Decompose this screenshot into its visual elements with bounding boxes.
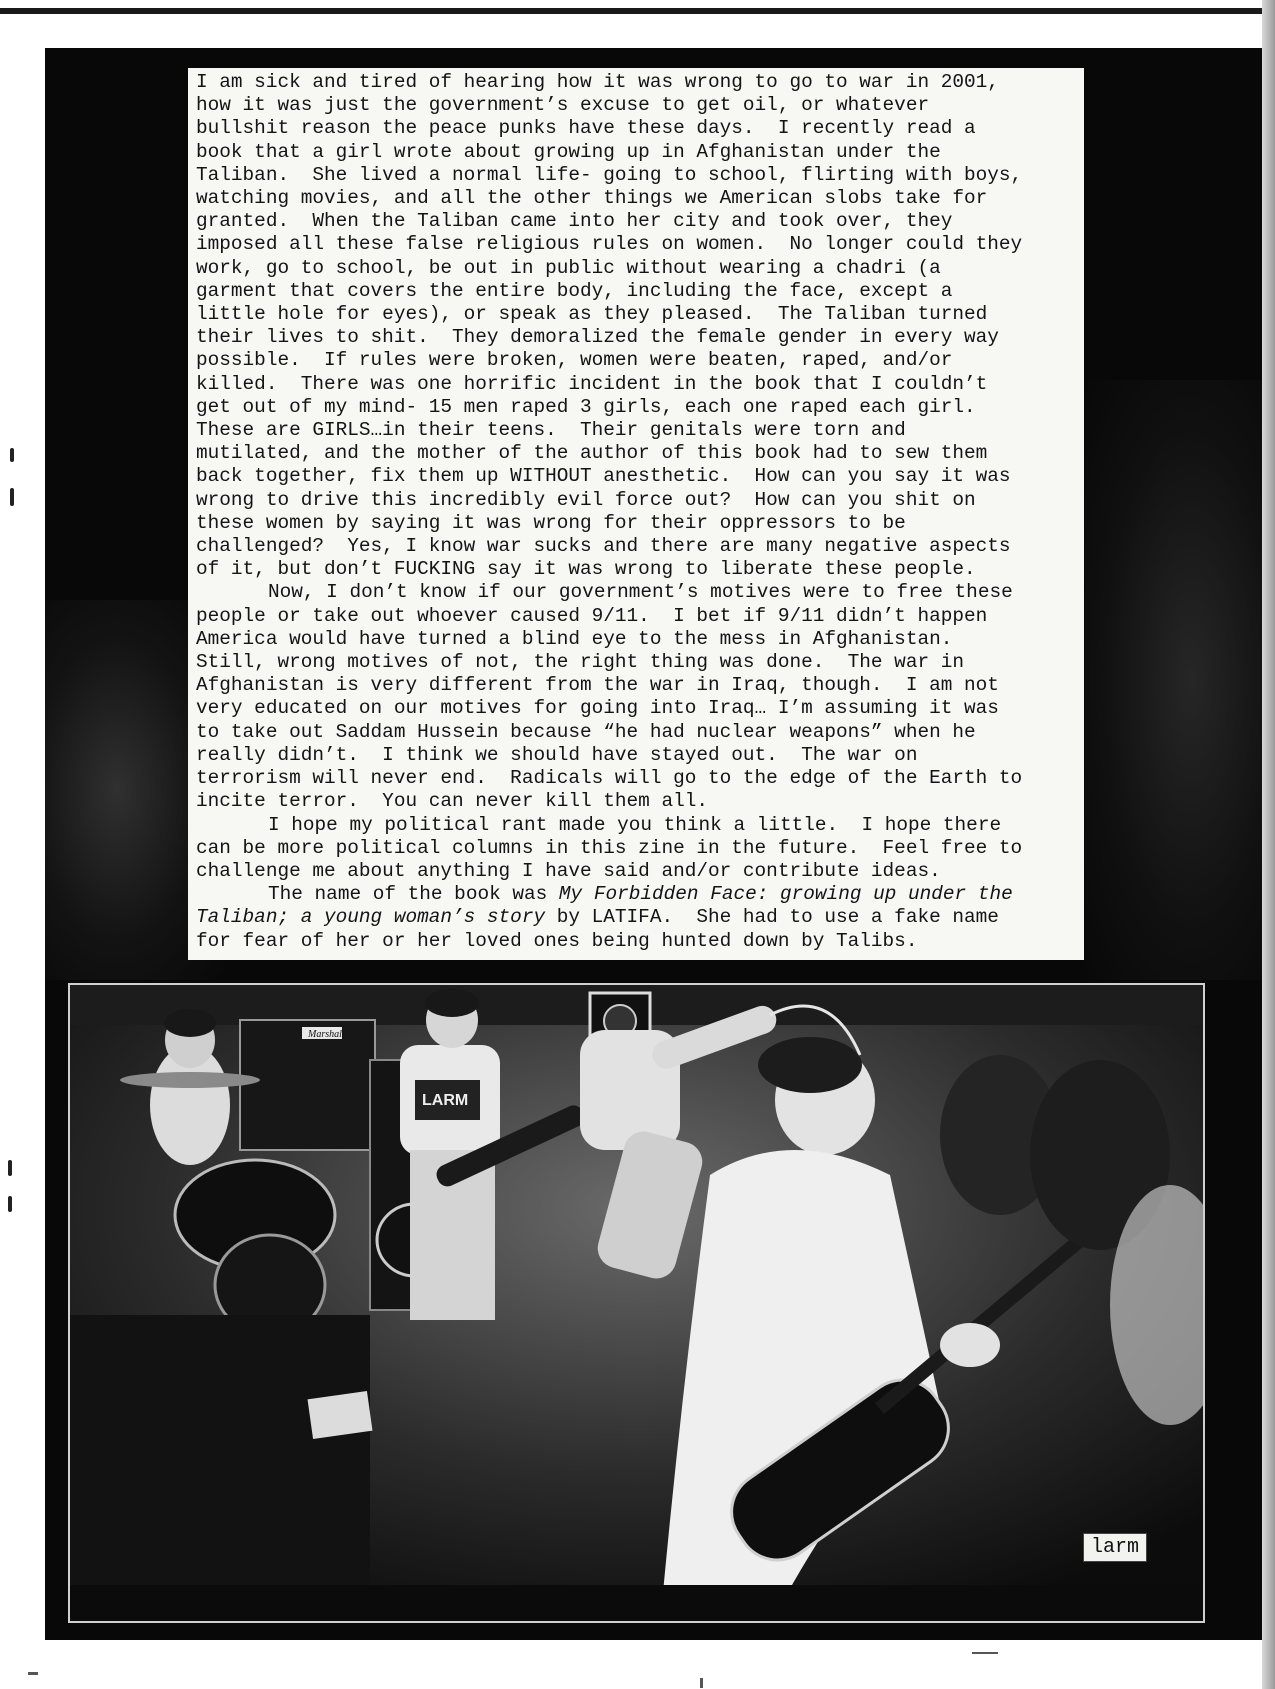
article-body <box>196 71 1084 953</box>
binding-mark <box>8 1160 12 1176</box>
book-title: My Forbidden Face: growing up under the Taliban; a young woman’s story <box>196 883 1013 929</box>
background-photo-haze-right <box>1085 380 1262 980</box>
cymbal <box>120 1072 260 1088</box>
band-live-photo <box>68 983 1205 1623</box>
photo-caption-tag: larm <box>1083 1533 1147 1562</box>
binding-mark <box>8 1196 12 1212</box>
band-photo-illustration <box>70 985 1203 1621</box>
binding-mark <box>10 488 14 506</box>
article-paragraph: I hope my political rant made you think a little. I hope there can be more political columns in this zine in the future. Feel free to challenge me about anything I have said and/or contribute ideas. <box>196 813 1023 882</box>
page-edge-shadow <box>1262 0 1275 1689</box>
binding-mark <box>10 448 14 462</box>
shirt-print-text: LARM <box>422 1092 469 1109</box>
book-credit-tail: by LATIFA. She had to use a fake name for fear of her or her loved ones being hunted down by Talibs. <box>196 906 999 952</box>
article-paragraph: Now, I don’t know if our government’s motives were to free these people or take out whoever caused 9/11. I bet if 9/11 didn’t happen America would have turned a blind eye to the mess in Afghanistan. Still, wrong motives of not, the right thing was done. The war in Afghanistan is very different from the war in Iraq, though. I am not very educated on our motives for going into Iraq… I’m assuming it was to take out Saddam Hussein because “he had nuclear weapons” when he really didn’t. I think we should have stayed out. The war on terrorism will never end. Radicals will go to the edge of the Earth to incite terror. You can never kill them all. <box>196 581 1023 813</box>
article-text-box <box>188 68 1084 960</box>
top-edge-rule <box>0 8 1275 14</box>
book-credit-lead: The name of the book was <box>268 883 559 906</box>
setlist-paper <box>308 1391 373 1439</box>
scan-speck <box>972 1652 998 1654</box>
scan-speck <box>700 1678 703 1688</box>
article-paragraph: I am sick and tired of hearing how it was wrong to go to war in 2001, how it was just the government’s excuse to get oil, or whatever bullshit reason the peace punks have these days. I recently read a book that a girl wrote about growing up in Afghanistan under the Taliban. She lived a normal life- going to school, flirting with boys, watching movies, and all the other things we American slobs take for granted. When the Taliban came into her city and took over, they imposed all these false religious rules on women. No longer could they work, go to school, be out in public without wearing a chadri (a garment that covers the entire body, including the face, except a little hole for eyes), or speak as they pleased. The Taliban turned their lives to shit. They demoralized the female gender in every way possible. If rules were broken, women were beaten, raped, and/or killed. There was one horrific incident in the book that I couldn’t get out of my mind- 15 men raped 3 girls, each one raped each girl. These are GIRLS…in their teens. Their genitals were torn and mutilated, and the mother of the author of this book had to sew them back together, fix them up WITHOUT anesthetic. How can you say it was wrong to drive this incredibly evil force out? How can you shit on these women by saying it was wrong for their oppressors to be challenged? Yes, I know war sucks and there are many negative aspects of it, but don’t FUCKING say it was wrong to liberate these people. <box>196 71 1023 581</box>
amp-brand-label: Marshall <box>308 1029 345 1040</box>
scan-speck <box>28 1672 38 1675</box>
article-paragraph-book-credit <box>196 883 1084 953</box>
